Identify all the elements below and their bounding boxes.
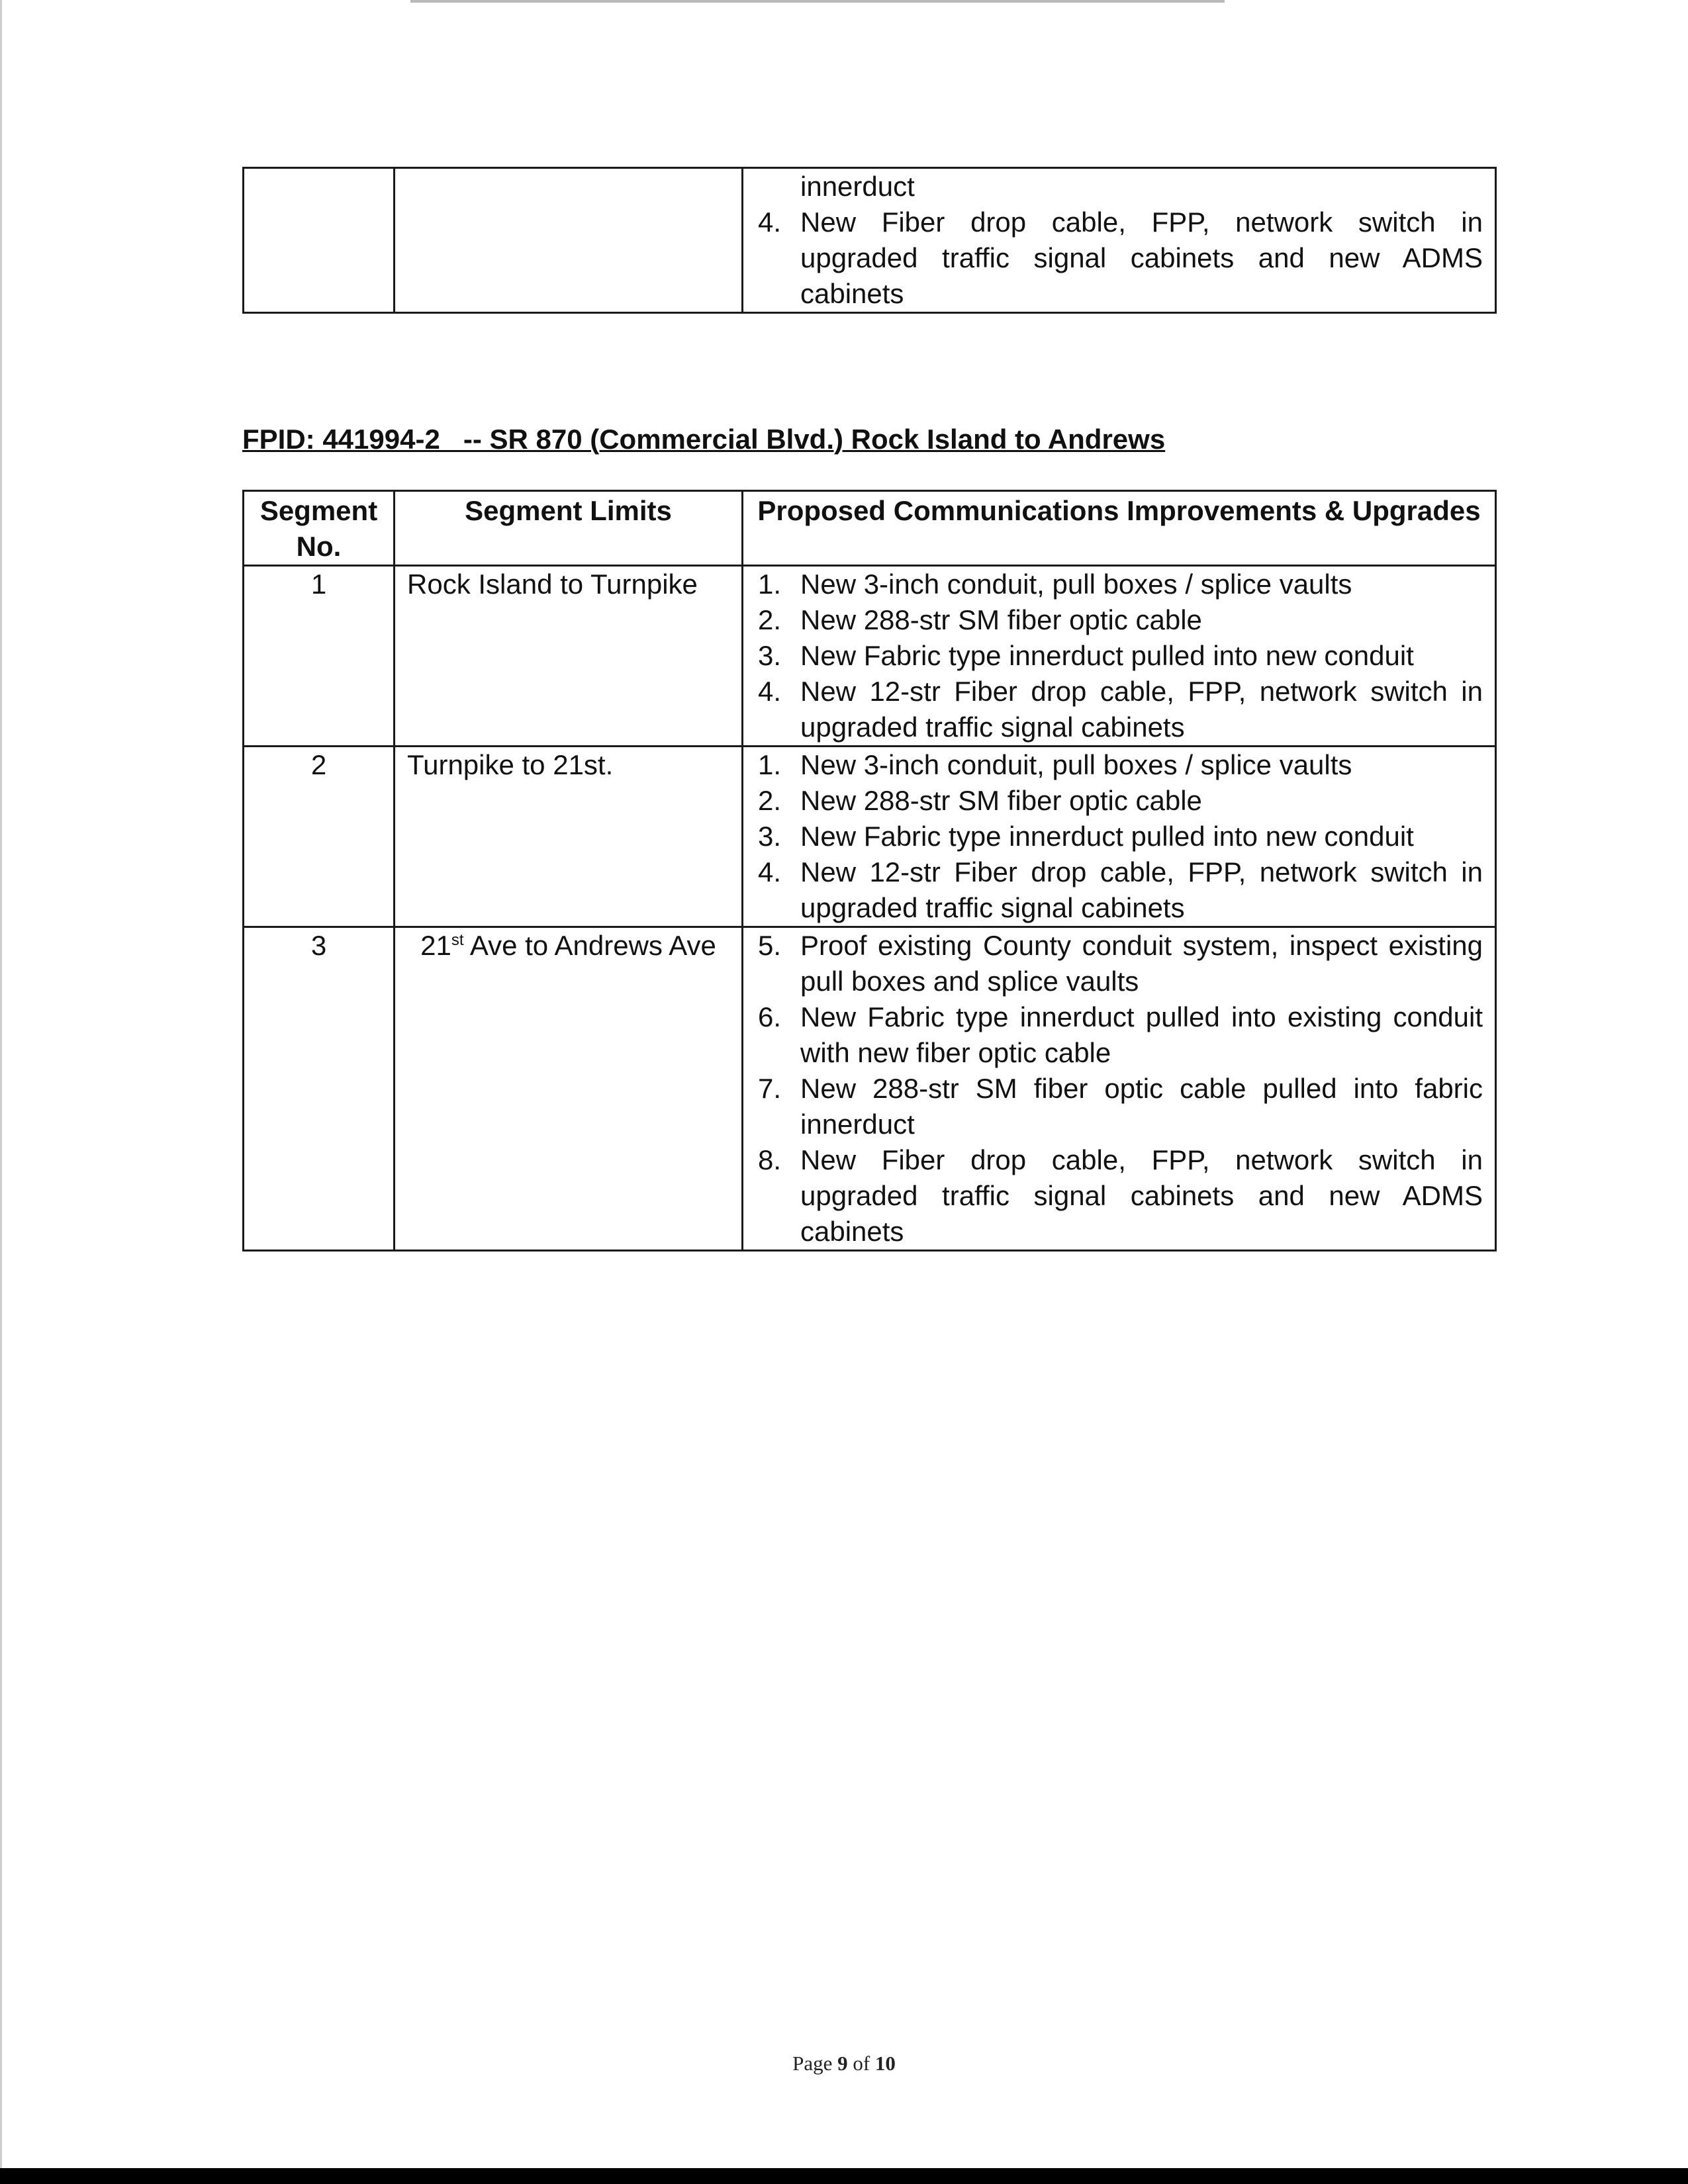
- list-item: [755, 205, 1483, 312]
- item-text: New 288-str SM fiber optic cable pulled into fabric innerduct: [800, 1073, 1483, 1140]
- item-text: New 12-str Fiber drop cable, FPP, network switch in upgraded traffic signal cabinets: [800, 856, 1483, 923]
- segment-no-cell: 1: [244, 566, 395, 747]
- continued-text: innerduct: [800, 171, 915, 202]
- item-number: 3.: [758, 640, 782, 671]
- item-text: New 3-inch conduit, pull boxes / splice vaults: [800, 749, 1352, 780]
- item-text: New Fabric type innerduct pulled into new conduit: [800, 640, 1414, 671]
- page-of: of: [847, 2052, 875, 2075]
- improvements-list: [755, 747, 1483, 926]
- table-row: [244, 566, 1496, 747]
- list-item: [755, 602, 1483, 638]
- improvements-cell: [743, 566, 1496, 747]
- table-row: [244, 747, 1496, 927]
- item-number: 3.: [758, 821, 782, 852]
- item-text: New Fabric type innerduct pulled into new conduit: [800, 821, 1414, 852]
- table-row: [244, 927, 1496, 1251]
- item-text: New 288-str SM fiber optic cable: [800, 785, 1202, 816]
- segment-no-cell: 2: [244, 747, 395, 927]
- table-row: [244, 168, 1496, 313]
- segment-no-cell: [244, 168, 395, 313]
- improvements-list: [755, 928, 1483, 1250]
- limits-prefix: 21: [420, 930, 451, 961]
- item-text: New Fiber drop cable, FPP, network switch in upgraded traffic signal cabinets and new ADMS cabinets: [800, 1144, 1483, 1247]
- limits-suffix: Ave to Andrews Ave: [463, 930, 716, 961]
- page-total: 10: [874, 2052, 896, 2075]
- list-item: [755, 999, 1483, 1071]
- list-item: [755, 674, 1483, 745]
- item-text: Proof existing County conduit system, inspect existing pull boxes and splice vaults: [800, 930, 1483, 997]
- page-number: [0, 2052, 1688, 2075]
- list-item: [755, 854, 1483, 926]
- segment-limits-cell: Turnpike to 21st.: [395, 747, 743, 927]
- page-current: 9: [837, 2052, 848, 2075]
- improvements-table: [242, 490, 1497, 1251]
- scan-left-edge: [0, 0, 2, 2168]
- header-segment-limits: Segment Limits: [395, 491, 743, 566]
- item-number: 4.: [758, 676, 782, 707]
- item-number: 8.: [758, 1144, 782, 1175]
- item-number: 7.: [758, 1073, 782, 1104]
- improvements-cell: [743, 747, 1496, 927]
- improvements-list: [755, 567, 1483, 745]
- scan-top-edge: [410, 0, 1225, 3]
- improvements-cell: [743, 168, 1496, 313]
- list-item: [755, 747, 1483, 783]
- item-text: New 3-inch conduit, pull boxes / splice vaults: [800, 569, 1352, 600]
- list-item: [755, 567, 1483, 602]
- segment-limits-cell: [395, 168, 743, 313]
- page-prefix: Page: [792, 2052, 838, 2075]
- item-number: 1.: [758, 569, 782, 600]
- segment-no-cell: 3: [244, 927, 395, 1251]
- item-number: 4.: [758, 856, 782, 887]
- table-header-row: [244, 491, 1496, 566]
- item-number: 4.: [758, 206, 782, 238]
- list-item: [755, 1071, 1483, 1142]
- list-item: [755, 783, 1483, 819]
- item-number: 5.: [758, 930, 782, 961]
- item-number: 1.: [758, 749, 782, 780]
- segment-limits-cell: [395, 927, 743, 1251]
- item-text: New 288-str SM fiber optic cable: [800, 604, 1202, 635]
- scan-bottom-edge: [0, 2168, 1688, 2184]
- continuation-table: [242, 167, 1497, 314]
- item-text: New Fabric type innerduct pulled into existing conduit with new fiber optic cable: [800, 1001, 1483, 1068]
- header-improvements: Proposed Communications Improvements & Upgrades: [743, 491, 1496, 566]
- item-text: New 12-str Fiber drop cable, FPP, network switch in upgraded traffic signal cabinets: [800, 676, 1483, 743]
- improvements-list: [755, 205, 1483, 312]
- header-segment-no: Segment No.: [244, 491, 395, 566]
- list-item: [755, 819, 1483, 854]
- list-item: [755, 928, 1483, 999]
- item-number: 6.: [758, 1001, 782, 1032]
- list-item: [755, 1142, 1483, 1250]
- section-title: FPID: 441994-2 -- SR 870 (Commercial Blvd.) Rock Island to Andrews: [242, 424, 1166, 455]
- item-number: 2.: [758, 604, 782, 635]
- list-item: [755, 638, 1483, 674]
- improvements-cell: [743, 927, 1496, 1251]
- limits-superscript: st: [451, 931, 464, 949]
- item-number: 2.: [758, 785, 782, 816]
- item-text: New Fiber drop cable, FPP, network switch in upgraded traffic signal cabinets and new ADMS cabinets: [800, 206, 1483, 309]
- segment-limits-cell: Rock Island to Turnpike: [395, 566, 743, 747]
